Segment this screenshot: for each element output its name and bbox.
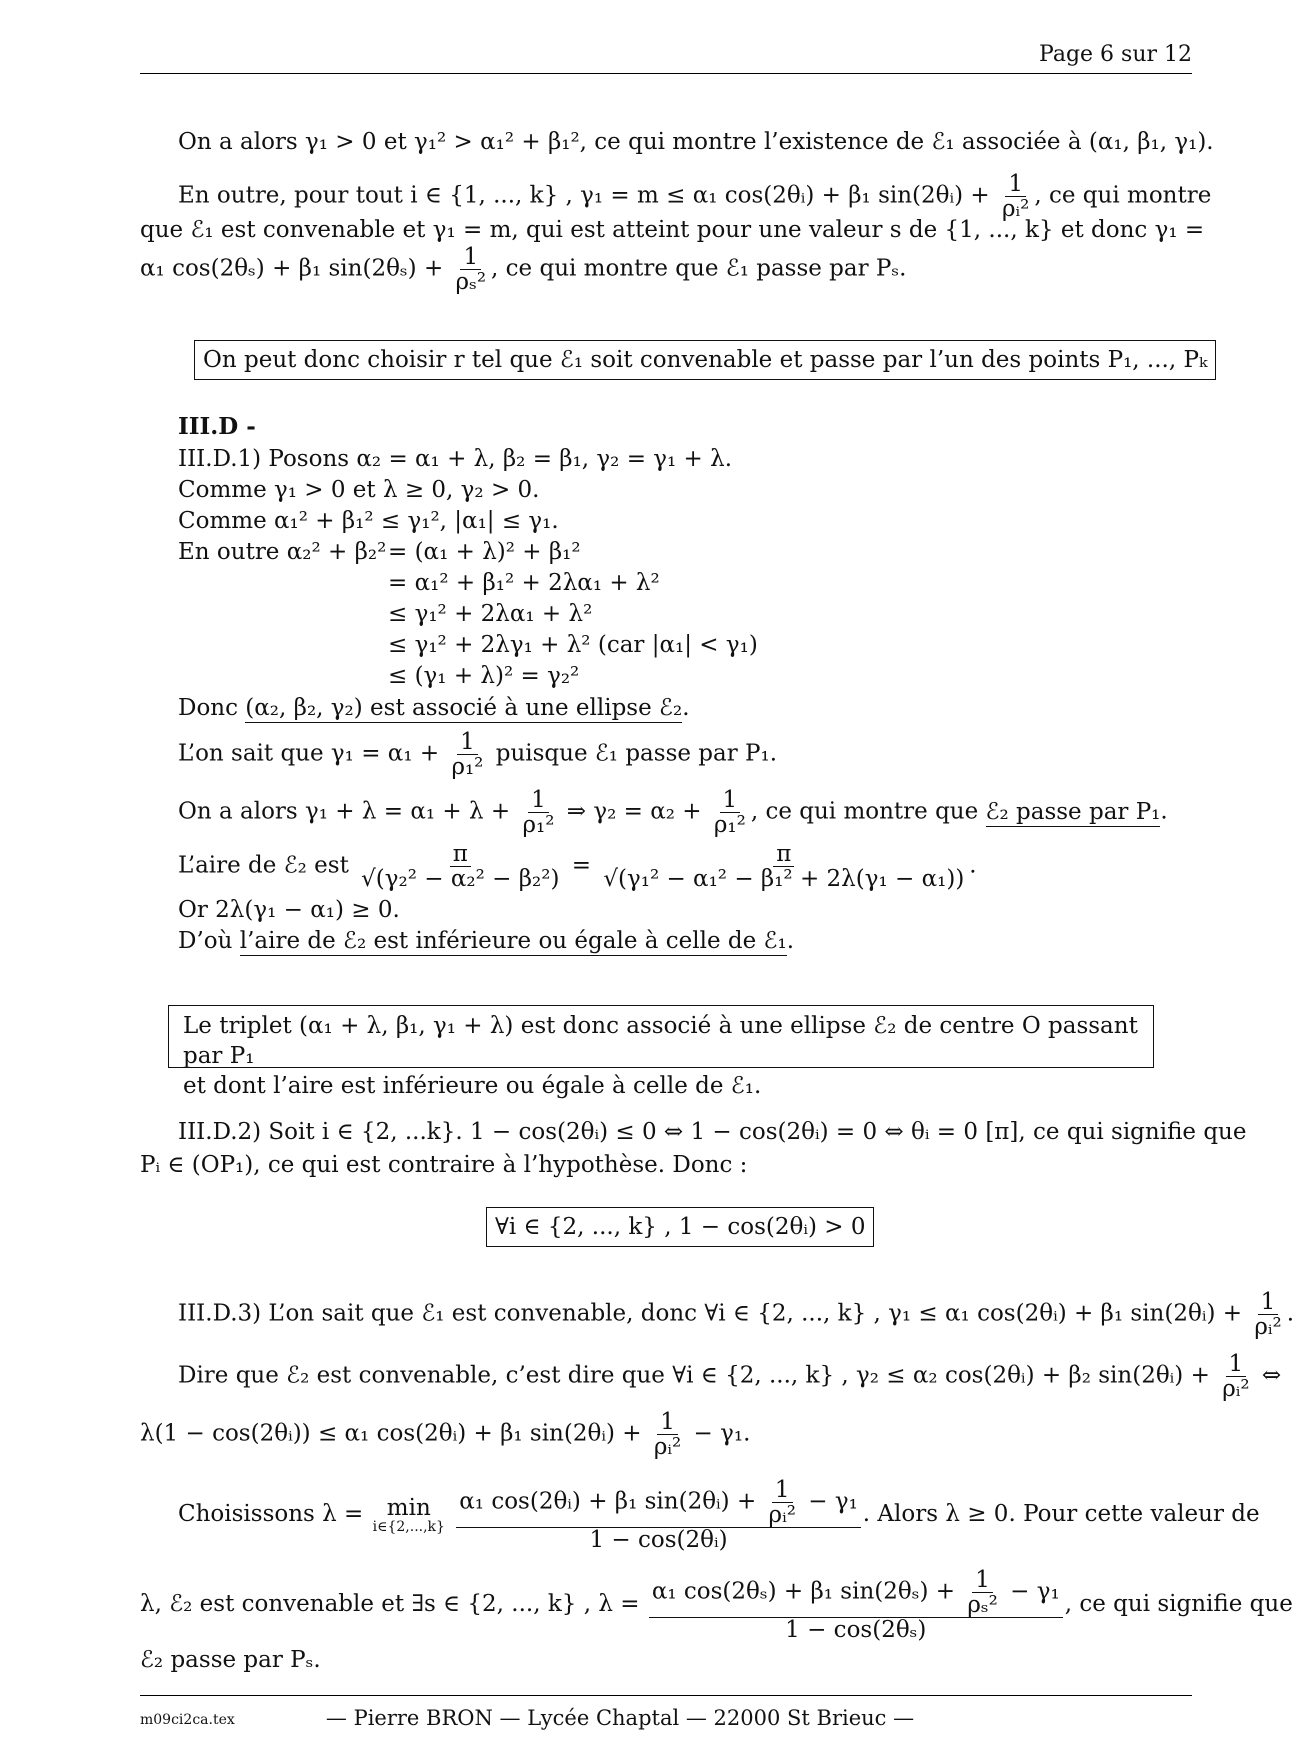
d1-eq-1: = (α₁ + λ)² + β₁²: [388, 539, 581, 565]
result-box-1: On peut donc choisir r tel que ℰ₁ soit convenable et passe par l’un des points P₁, ..., Pₖ: [194, 340, 1216, 380]
d1-line-4: En outre α₂² + β₂²: [178, 539, 387, 565]
or-line: Or 2λ(γ₁ − α₁) ≥ 0.: [178, 897, 400, 923]
paragraph-convenable: que ℰ₁ est convenable et γ₁ = m, qui est atteint pour une valeur s de {1, ..., k} et donc γ₁ =: [140, 217, 1205, 243]
paragraph-pour-tout: En outre, pour tout i ∈ {1, ..., k} , γ₁ = m ≤ α₁ cos(2θᵢ) + β₁ sin(2θᵢ) + $\frac{1}{\text{ρᵢ²}}$ , ce qui montre: [178, 171, 1212, 223]
d1-line-3: Comme α₁² + β₁² ≤ γ₁², |α₁| ≤ γ₁.: [178, 508, 559, 534]
fraction: $\frac{\pi}{\text{√(γ₂² − α₂² − β₂²)}}$: [361, 841, 560, 893]
d1-line-2: Comme γ₁ > 0 et λ ≥ 0, γ₂ > 0.: [178, 477, 540, 503]
on-a-alors-line: On a alors γ₁ + λ = α₁ + λ + $\frac{1}{\text{ρ₁²}}$ ⇒ γ₂ = α₂ + $\frac{1}{\text{ρ₁²}}$ , ce qui montre que ℰ₂ passe par P₁.: [178, 787, 1168, 839]
footer-rule: [140, 1695, 1192, 1696]
fraction: $\frac{1}{\text{ρᵢ²}}$: [653, 1409, 682, 1461]
paragraph-passe-par-ps: α₁ cos(2θₛ) + β₁ sin(2θₛ) + $\frac{1}{\text{ρₛ²}}$ , ce qui montre que ℰ₁ passe par Pₛ.: [140, 244, 907, 296]
page-number: Page 6 sur 12: [1039, 42, 1192, 67]
d1-eq-2: = α₁² + β₁² + 2λα₁ + λ²: [388, 570, 660, 596]
final-line-2: ℰ₂ passe par Pₛ.: [140, 1647, 321, 1673]
lon-sait-line: L’on sait que γ₁ = α₁ + $\frac{1}{\text{ρ₁²}}$ puisque ℰ₁ passe par P₁.: [178, 729, 778, 781]
header-rule: [140, 73, 1192, 74]
donc-line: Donc (α₂, β₂, γ₂) est associé à une ellipse ℰ₂.: [178, 695, 690, 721]
d2-line-1: III.D.2) Soit i ∈ {2, ...k}. 1 − cos(2θᵢ) ≤ 0 ⇔ 1 − cos(2θᵢ) = 0 ⇔ θᵢ = 0 [π], ce qui signifie que: [178, 1119, 1247, 1145]
fraction: α₁ cos(2θₛ) + β₁ sin(2θₛ) + $\frac{1}{\text{ρₛ²}}$ − γ₁ 1 − cos(2θₛ): [649, 1568, 1063, 1642]
d1-eq-4: ≤ γ₁² + 2λγ₁ + λ² (car |α₁| < γ₁): [388, 632, 758, 658]
d3-line-1: III.D.3) L’on sait que ℰ₁ est convenable, donc ∀i ∈ {2, ..., k} , γ₁ ≤ α₁ cos(2θᵢ) + β₁ sin(2θᵢ) + $\frac{1}{\text{ρᵢ²}}$ .: [178, 1289, 1294, 1341]
d1-eq-5: ≤ (γ₁ + λ)² = γ₂²: [388, 663, 580, 689]
footer-filename: m09ci2ca.tex: [140, 1712, 235, 1728]
dou-line: D’où l’aire de ℰ₂ est inférieure ou égale à celle de ℰ₁.: [178, 928, 794, 954]
fraction: $\frac{1}{\text{ρ₁²}}$: [522, 787, 555, 839]
min-operator: min i∈{2,...,k}: [372, 1494, 445, 1535]
d3-line-3: λ(1 − cos(2θᵢ)) ≤ α₁ cos(2θᵢ) + β₁ sin(2θᵢ) + $\frac{1}{\text{ρᵢ²}}$ − γ₁.: [140, 1409, 751, 1461]
d1-eq-3: ≤ γ₁² + 2λα₁ + λ²: [388, 601, 593, 627]
choisissons-line: Choisissons λ = min i∈{2,...,k} α₁ cos(2θᵢ) + β₁ sin(2θᵢ) + $\frac{1}{\text{ρᵢ²}}$ − γ₁ 1 − cos(2θᵢ) . Alors λ ≥ 0. Pour cette valeur de: [178, 1477, 1260, 1554]
d1-line-1: III.D.1) Posons α₂ = α₁ + λ, β₂ = β₁, γ₂ = γ₁ + λ.: [178, 446, 733, 472]
result-box-3: ∀i ∈ {2, ..., k} , 1 − cos(2θᵢ) > 0: [486, 1207, 874, 1247]
section-heading: III.D -: [178, 413, 256, 440]
fraction: $\frac{1}{\text{ρ₁²}}$: [451, 729, 484, 781]
aire-line: L’aire de ℰ₂ est $\frac{\pi}{\text{√(γ₂² − α₂² − β₂²)}}$ = $\frac{\pi}{\text{√(γ₁² − α₁² − β₁² + 2λ(γ₁ − α₁))}}$ .: [178, 841, 977, 893]
d3-line-2: Dire que ℰ₂ est convenable, c’est dire que ∀i ∈ {2, ..., k} , γ₂ ≤ α₂ cos(2θᵢ) + β₂ sin(2θᵢ) + $\frac{1}{\text{ρᵢ²}}$ ⇔: [178, 1351, 1282, 1403]
fraction: $\frac{1}{\text{ρᵢ²}}$: [1254, 1289, 1282, 1341]
footer-author: — Pierre BRON — Lycée Chaptal — 22000 St Brieuc —: [325, 1706, 915, 1730]
final-line: λ, ℰ₂ est convenable et ∃s ∈ {2, ..., k} , λ = α₁ cos(2θₛ) + β₁ sin(2θₛ) + $\frac{1}{\text{ρₛ²}}$ − γ₁ 1 − cos(2θₛ) , ce qui signifie que: [140, 1567, 1293, 1644]
result-box-2: Le triplet (α₁ + λ, β₁, γ₁ + λ) est donc associé à une ellipse ℰ₂ de centre O passant par P₁ et dont l’aire est inférieure ou égale à celle de ℰ₁.: [168, 1005, 1154, 1068]
fraction: $\frac{\pi}{\text{√(γ₁² − α₁² − β₁² + 2λ(γ₁ − α₁))}}$: [603, 841, 965, 893]
fraction: α₁ cos(2θᵢ) + β₁ sin(2θᵢ) + $\frac{1}{\text{ρᵢ²}}$ − γ₁ 1 − cos(2θᵢ): [456, 1478, 861, 1552]
fraction: $\frac{1}{\text{ρᵢ²}}$: [1002, 171, 1030, 223]
d2-line-2: Pᵢ ∈ (OP₁), ce qui est contraire à l’hypothèse. Donc :: [140, 1152, 748, 1178]
fraction: $\frac{1}{\text{ρₛ²}}$: [455, 244, 487, 296]
fraction: $\frac{1}{\text{ρᵢ²}}$: [1222, 1351, 1250, 1403]
paragraph-existence: On a alors γ₁ > 0 et γ₁² > α₁² + β₁², ce qui montre l’existence de ℰ₁ associée à (α₁, β₁, γ₁).: [178, 129, 1214, 155]
fraction: $\frac{1}{\text{ρ₁²}}$: [713, 787, 746, 839]
